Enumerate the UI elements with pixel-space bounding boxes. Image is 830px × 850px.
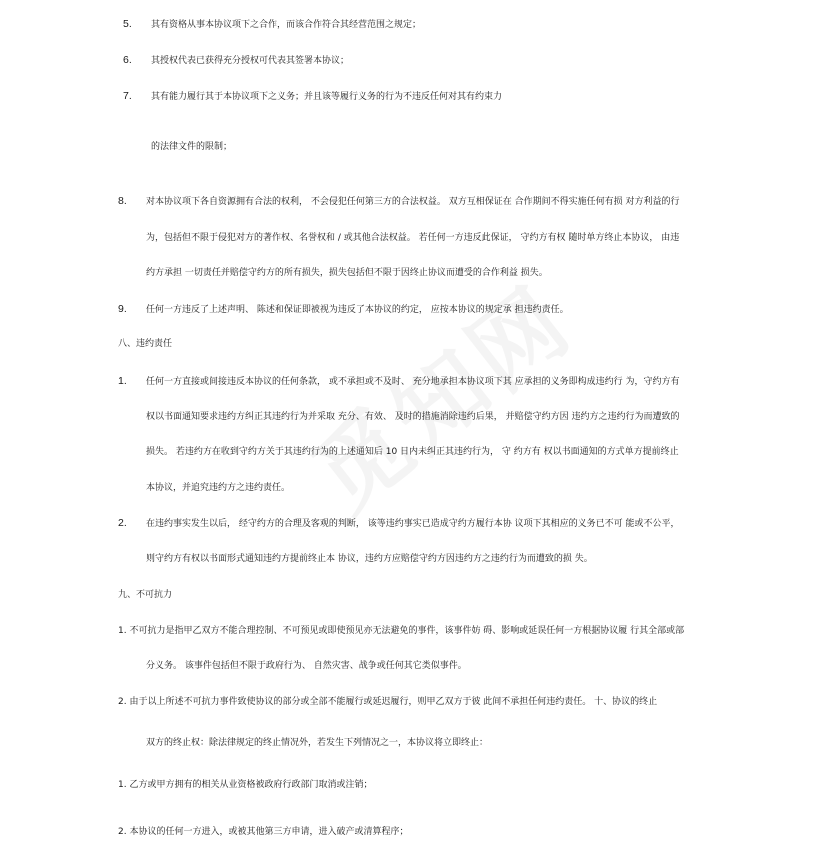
section-heading-force-majeure: 九、不可抗力 (118, 590, 173, 600)
clause-6-text: 其授权代表已获得充分授权可代表其签署本协议； (151, 56, 350, 66)
section-heading-breach-liability: 八、违约责任 (118, 339, 173, 349)
termination-item-2: 2. 本协议的任何一方进入，或被其他第三方申请，进入破产或清算程序； (118, 827, 409, 837)
force-majeure-clause-1-line-1: 1. 不可抗力是指甲乙双方不能合理控制、不可预见或即使预见亦无法避免的事件，该事件妨 碍、影响或延误任何一方根据协议履 行其全部或部 (118, 626, 685, 636)
clause-number-6: 6. (123, 54, 132, 66)
clause-9-text: 任何一方违反了上述声明、 陈述和保证即被视为违反了本协议的约定， 应按本协议的规定承 担违约责任。 (146, 305, 569, 315)
breach-clause-1-line-2: 权以书面通知要求违约方纠正其违约行为并采取 充分、有效、 及时的措施消除违约后果， 并赔偿守约方因 违约方之违约行为而遭致的 (146, 412, 680, 422)
breach-clause-1-line-3: 损失。 若违约方在收到守约方关于其违约行为的上述通知后 10 日内未纠正其违约行为， 守 约方有 权以书面通知的方式单方提前终止 (146, 447, 679, 457)
clause-5-text: 其有资格从事本协议项下之合作，而该合作符合其经营范围之规定； (151, 20, 422, 30)
clause-7-text-line-2: 的法律文件的限制； (151, 142, 233, 152)
breach-clause-2-line-2: 则守约方有权以书面形式通知违约方提前终止本 协议，违约方应赔偿守约方因违约方之违约行为而遭致的损 失。 (146, 554, 593, 564)
force-majeure-clause-1-line-2: 分义务。 该事件包括但不限于政府行为、 自然灾害、战争或任何其它类似事件。 (146, 661, 467, 671)
force-majeure-clause-2-line-1: 2. 由于以上所述不可抗力事件致使协议的部分或全部不能履行或延迟履行，则甲乙双方于彼 此间不承担任何违约责任。 十、协议的终止 (118, 697, 658, 707)
clause-number-9: 9. (118, 303, 127, 315)
termination-right-text: 双方的终止权：除法律规定的终止情况外，若发生下列情况之一，本协议将立即终止： (146, 738, 489, 748)
termination-item-1: 1. 乙方或甲方拥有的相关从业资格被政府行政部门取消或注销； (118, 780, 373, 790)
clause-8-text-line-3: 约方承担 一切责任并赔偿守约方的所有损失，损失包括但不限于因终止协议而遭受的合作利益 损失。 (146, 268, 548, 278)
clause-7-text-line-1: 其有能力履行其于本协议项下之义务；并且该等履行义务的行为不违反任何对其有约束力 (151, 92, 503, 102)
clause-8-text-line-2: 为，包括但不限于侵犯对方的著作权、名誉权和 / 或其他合法权益。 若任何一方违反此保证， 守约方有权 随时单方终止本协议， 由违 (146, 233, 680, 243)
breach-clause-number-2: 2. (118, 517, 127, 529)
clause-number-7: 7. (123, 90, 132, 102)
breach-clause-1-line-1: 任何一方直接或间接违反本协议的任何条款， 或不承担或不及时、 充分地承担本协议项下其 应承担的义务即构成违约行 为，守约方有 (146, 377, 680, 387)
breach-clause-number-1: 1. (118, 375, 127, 387)
breach-clause-1-line-4: 本协议，并追究违约方之违约责任。 (146, 483, 291, 493)
clause-8-text-line-1: 对本协议项下各自资源拥有合法的权利， 不会侵犯任何第三方的合法权益。 双方互相保证在 合作期间不得实施任何有损 对方利益的行 (146, 197, 680, 207)
clause-number-5: 5. (123, 18, 132, 30)
clause-number-8: 8. (118, 195, 127, 207)
breach-clause-2-line-1: 在违约事实发生以后， 经守约方的合理及客观的判断， 该等违约事实已造成守约方履行本协 议项下其相应的义务已不可 能或不公平， (146, 519, 680, 529)
